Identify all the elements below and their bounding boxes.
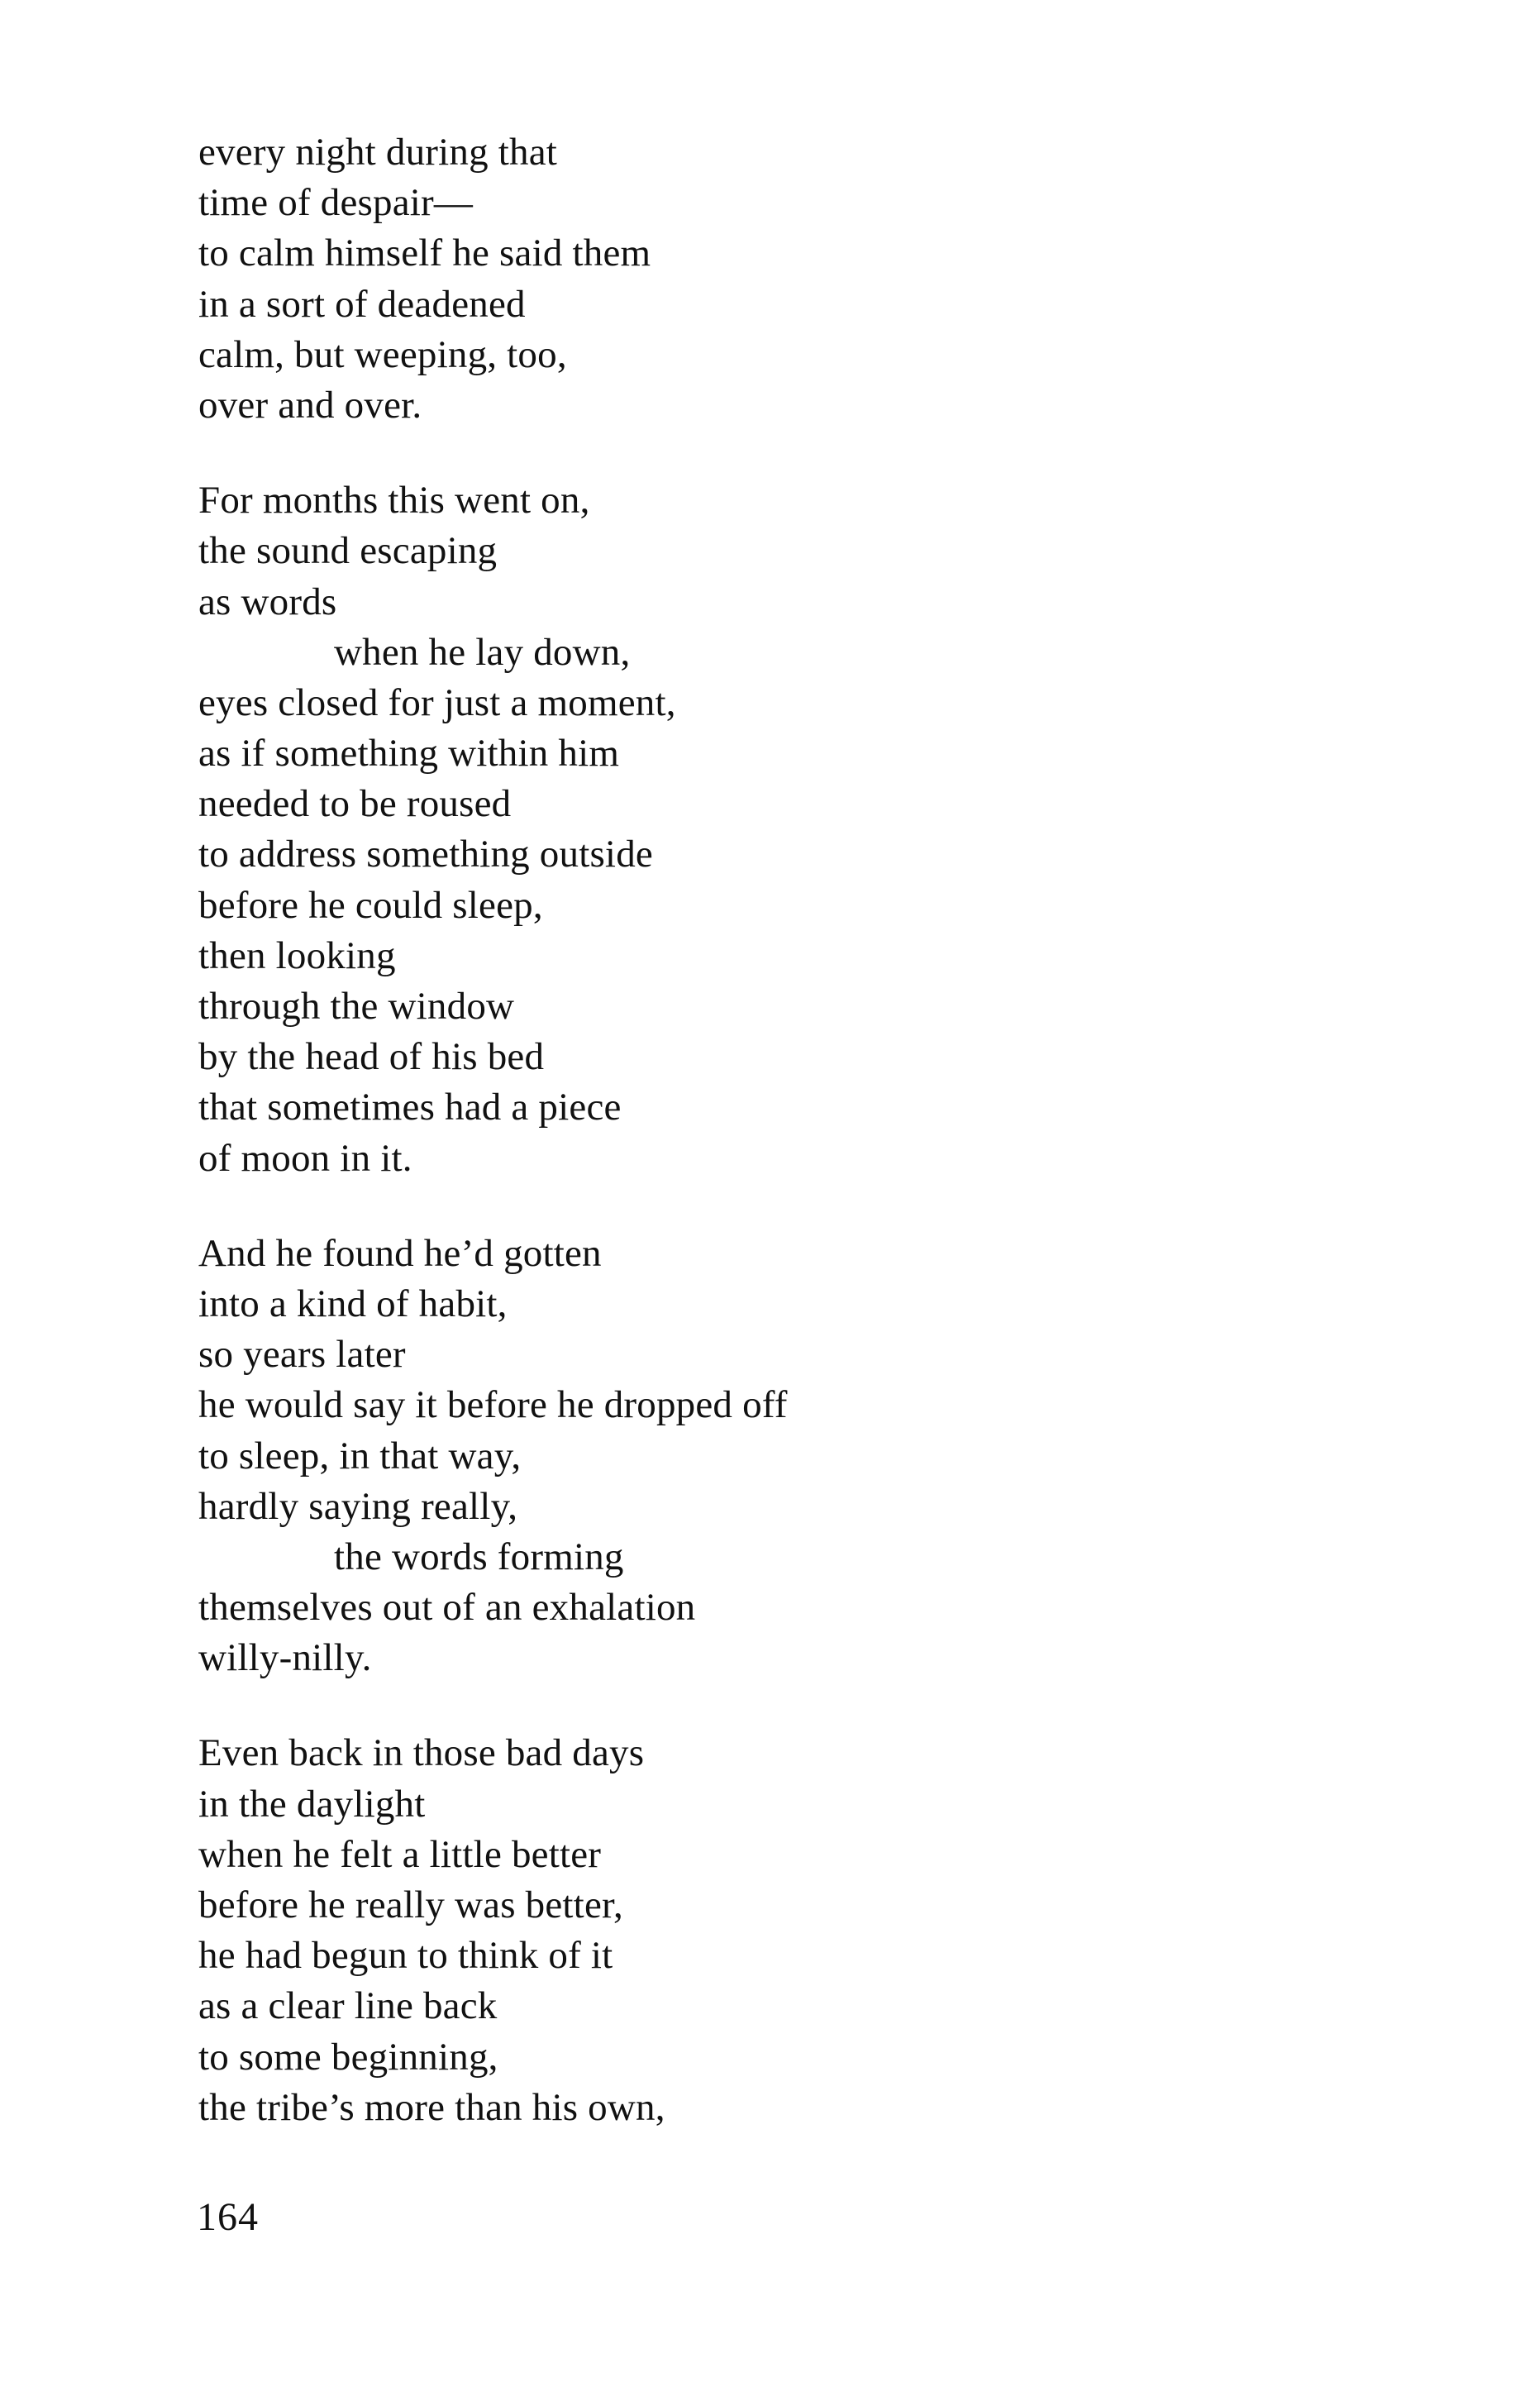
- poem-line: so years later: [198, 1333, 406, 1377]
- poem-line: as if something within him: [198, 732, 620, 776]
- poem-line: to calm himself he said them: [198, 232, 651, 275]
- poem-line: when he felt a little better: [198, 1832, 602, 1876]
- poem-line: through the window: [198, 985, 515, 1028]
- page-number: 164: [197, 2195, 259, 2239]
- poem-line: the sound escaping: [198, 529, 498, 573]
- poem-line: calm, but weeping, too,: [198, 332, 567, 376]
- poem-line: when he lay down,: [334, 630, 631, 674]
- stanza: [198, 1728, 1356, 2133]
- poem-line: he would say it before he dropped off: [198, 1383, 788, 1427]
- stanza: [198, 475, 1356, 1184]
- poem-line: the tribe’s more than his own,: [198, 2085, 665, 2129]
- poem-line: needed to be roused: [198, 782, 512, 826]
- poem-line: hardly saying really,: [198, 1484, 518, 1528]
- poem-line: time of despair—: [198, 181, 474, 225]
- poem-line: that sometimes had a piece: [198, 1086, 622, 1129]
- stanza: [198, 127, 1356, 431]
- poem-line: For months this went on,: [198, 479, 590, 523]
- poem-line: in the daylight: [198, 1782, 426, 1826]
- poem-body: [198, 127, 1356, 2178]
- stanza: [198, 1229, 1356, 1684]
- poem-line: over and over.: [198, 383, 422, 427]
- poem-line: before he really was better,: [198, 1883, 623, 1926]
- poem-line: to address something outside: [198, 833, 653, 876]
- poem-line: before he could sleep,: [198, 883, 543, 927]
- poem-line: as words: [198, 580, 337, 623]
- poem-line: eyes closed for just a moment,: [198, 680, 676, 724]
- poem-line: to sleep, in that way,: [198, 1434, 522, 1477]
- poem-line: Even back in those bad days: [198, 1731, 645, 1775]
- poem-line: into a kind of habit,: [198, 1282, 508, 1325]
- poem-line: willy-nilly.: [198, 1636, 372, 1680]
- poem-line: then looking: [198, 933, 396, 977]
- poem-line: the words forming: [334, 1535, 624, 1578]
- poem-line: of moon in it.: [198, 1136, 412, 1180]
- poem-line: in a sort of deadened: [198, 282, 526, 326]
- poem-line: as a clear line back: [198, 1984, 498, 2028]
- poem-line: themselves out of an exhalation: [198, 1586, 696, 1630]
- poem-line: And he found he’d gotten: [198, 1231, 602, 1275]
- poem-line: he had begun to think of it: [198, 1934, 613, 1978]
- poem-line: by the head of his bed: [198, 1035, 545, 1079]
- poem-line: every night during that: [198, 131, 558, 174]
- poem-line: to some beginning,: [198, 2035, 498, 2079]
